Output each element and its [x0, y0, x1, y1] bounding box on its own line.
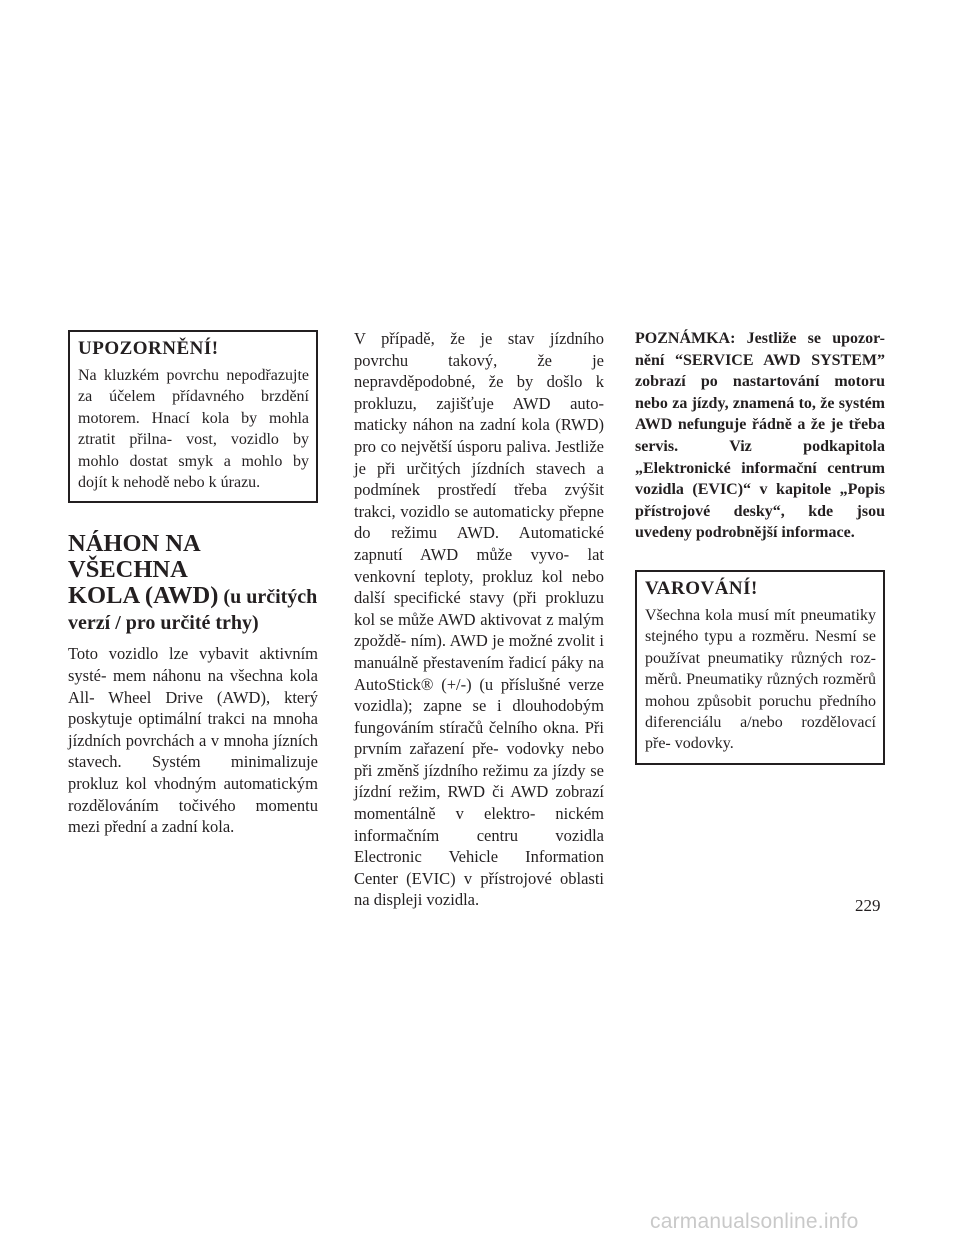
note-text: POZNÁMKA: Jestliže se upozor- nění “SERVICE AWD SYSTEM” zobrazí po nastartování motoru nebo za jízdy, znamená to, že systém AWD nefunguje řádně a že je třeba servis. Viz podkapitola „Elektronické informační centrum vozidla (EVIC)“ v kapitole „Popis přístrojové desky“, kde jsou uvedeny podrobnější informace. [635, 330, 885, 542]
section-heading-line3: verzí / pro určité trhy) [68, 612, 259, 635]
section-heading [68, 531, 318, 636]
left-column [68, 330, 318, 838]
caution-title: UPOZORNĚNÍ! [78, 338, 219, 359]
section-heading-line2: KOLA (AWD) [68, 582, 219, 610]
page-number: 229 [855, 896, 881, 915]
warning-box [635, 570, 885, 765]
warning-title: VAROVÁNÍ! [645, 577, 758, 599]
right-column [635, 328, 885, 765]
middle-column [354, 328, 604, 911]
section-heading-line2-suffix: (u určitých [218, 586, 318, 609]
caution-text: Na kluzkém povrchu nepodřazujte za účelem přídavného brzdění motorem. Hnací kola by mohla ztratit přilna- vost, vozidlo by mohlo dostat smyk a mohlo by dojít k nehodě nebo k úrazu. [78, 367, 309, 492]
note-block [635, 328, 885, 544]
section-body: Toto vozidlo lze vybavit aktivním systé- mem náhonu na všechna kola All- Wheel Drive (AWD), který poskytuje optimální trakci na mnoha jízdních povrchách a v mnoha jízních stavech. Systém minimalizuje prokluz kol vhodným automatickým rozdělováním točivého momentu mezi přední a zadní kola. [68, 644, 318, 837]
caution-box [68, 330, 318, 503]
awd-description: V případě, že je stav jízdního povrchu takový, že je nepravděpodobné, že by došlo k prokluzu, zajišťuje AWD auto- maticky náhon na zadní kola (RWD) pro co největší úsporu paliva. Jestliže je při určitých jízdních stavech a podmínek prostředí třeba zvýšit trakci, vozidlo se automaticky přepne do režimu AWD. Automatické zapnutí AWD může vyvo- lat venkovní teploty, prokluz kol nebo další specifické stavy (při prokluzu kol se může AWD aktivovat z malým zpoždě- ním). AWD je možné zvolit i manuálně přestavením řadicí páky na AutoStick® (+/-) (u příslušné verze vozidla); zapne se i dlouhodobým fungováním stíračů čelního okna. Při prvním zařazení pře- vodovky nebo při změnš jízdního režimu za jízdy se jízdní režim, RWD či AWD zobrazí momentálně v elektro- nickém informačním centru vozidla Electronic Vehicle Information Center (EVIC) v přístrojové oblasti na displeji vozidla. [354, 329, 604, 910]
watermark: carmanualsonline.info [650, 1210, 859, 1233]
section-heading-line1: NÁHON NA VŠECHNA [68, 530, 200, 584]
warning-text: Všechna kola musí mít pneumatiky stejného typu a rozměru. Nesmí se používat pneumatiky různých roz- měrů. Pneumatiky různých rozměrů mohou způsobit poruchu předního diferenciálu a/nebo rozdělovací pře- vodovky. [645, 606, 876, 753]
